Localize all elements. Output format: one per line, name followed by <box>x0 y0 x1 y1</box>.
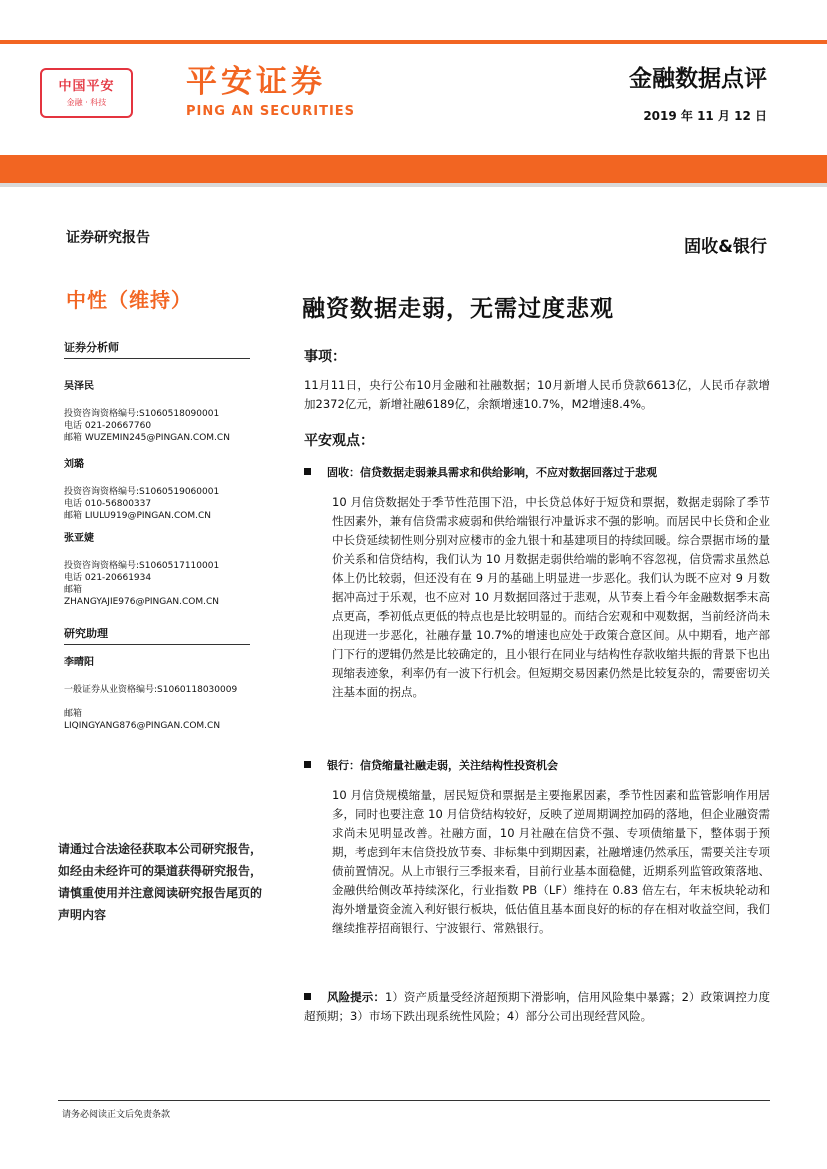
header-band <box>0 155 827 183</box>
footer-note: 请务必阅读正文后免责条款 <box>62 1110 171 1120</box>
report-type: 证券研究报告 <box>66 230 150 246</box>
top-accent-line <box>0 40 827 44</box>
event-heading: 事项： <box>304 349 346 365</box>
bullet-banks <box>304 757 784 775</box>
event-text: 11月11日，央行公布10月金融和社融数据；10月新增人民币贷款6613亿，人民币存款增加2372亿元，新增社融6189亿，余额增速10.7%，M2增速8.4%。 <box>304 378 770 411</box>
logo-subtext: 金融 · 科技 <box>66 98 107 107</box>
analyst-email[interactable]: 邮箱 WUZEMIN245@PINGAN.COM.CN <box>64 433 230 443</box>
analyst-email[interactable]: 邮箱 LIULU919@PINGAN.COM.CN <box>64 511 211 521</box>
bullet-fixed-income <box>304 464 784 482</box>
analyst-cert: 投资咨询资格编号:S1060519060001 <box>64 487 220 497</box>
paragraph-banks: 10 月信贷规模缩量，居民短贷和票据是主要拖累因素，季节性因素和监管影响作用居多，同时也要注意 10 月信贷结构较好，反映了逆周期调控加码的落地，但企业融资需求尚未见明显改善。社融方面，10 月社融在信贷不强、专项债缩量下，整体弱于预期，考虑到年末信贷投放节奏、非标集中到期因素，社融增速仍然承压，需要关注专项债前置情况。从上市银行三季报来看，目前行业基本面稳健，近期系列监管政策落地、金融供给侧改革持续深化，行业指数 PB（LF）维持在 0.83 倍左右，年末板块轮动和海外增量资金流入利好银行板块，低估值且基本面良好的标的存在相对收益空间，我们继续推荐招商银行、宁波银行、常熟银行。 <box>332 788 770 935</box>
header-shadow-line <box>0 183 827 187</box>
bullet-square-icon <box>304 761 311 768</box>
assistant-section <box>64 626 250 645</box>
ping-an-logo <box>40 68 133 118</box>
assistant-cert: 一般证券从业资格编号:S1060118030009 <box>64 685 238 695</box>
sector-label: 固收&银行 <box>684 237 767 257</box>
analyst-email[interactable]: ZHANGYAJIE976@PINGAN.COM.CN <box>64 597 220 607</box>
bullet-square-icon <box>304 993 311 1000</box>
views-heading: 平安观点： <box>304 433 374 449</box>
brand-name-cn: 平安证券 <box>186 64 326 100</box>
risk-warning <box>304 988 770 1026</box>
analyst-card <box>64 532 250 608</box>
paragraph-fixed-income: 10 月信贷数据处于季节性范围下沿，中长贷总体好于短贷和票据，数据走弱除了季节性因素外，兼有信贷需求疲弱和供给端银行冲量诉求不强的影响。而居民中长贷和企业中长贷延续韧性则分别对应楼市的金九银十和基建项目的持续回暖。综合票据市场的量价关系和信贷结构，我们认为 10 月数据走弱供给端的影响不容忽视，信贷需求虽然总体上仍比较弱，但还没有在 9 月的基础上明显进一步恶化。我们认为既不应对 9 月数据冲高过于乐观，也不应对 10 月数据回落过于悲观，从节奏上看今年金融数据季末高点更高，季初低点更低的特点也是比较明显的。而结合宏观和中观数据，当前经济尚未出现进一步恶化，社融存量 10.7%的增速也应处于政策合意区间。从中期看，地产部门下行的逻辑仍然是比较确定的，且小银行在同业与结构性存款收缩共振的背景下也出现缩表迹象，利率仍有一波下行机会。但短期交易因素仍然是比较复杂的，需要密切关注基本面的拐点。 <box>332 495 770 699</box>
assistant-email-label: 邮箱 <box>64 709 83 719</box>
document-type: 金融数据点评 <box>629 66 767 92</box>
assistant-card <box>64 656 250 732</box>
analyst-name: 张亚婕 <box>64 533 94 544</box>
analyst-name: 刘璐 <box>64 459 84 470</box>
analyst-email-label: 邮箱 <box>64 585 83 595</box>
report-title: 融资数据走弱，无需过度悲观 <box>302 296 614 322</box>
document-date: 2019 年 11 月 12 日 <box>643 109 767 123</box>
analyst-phone: 电话 021-20661934 <box>64 573 152 583</box>
bullet-square-icon <box>304 468 311 475</box>
bullet-text: 固收：信贷数据走弱兼具需求和供给影响，不应对数据回落过于悲观 <box>327 466 657 479</box>
analysts-heading: 证券分析师 <box>64 340 250 359</box>
analyst-phone: 电话 010-56800337 <box>64 499 152 509</box>
assistant-email[interactable]: LIQINGYANG876@PINGAN.COM.CN <box>64 721 221 731</box>
assistant-heading: 研究助理 <box>64 626 250 645</box>
analysts-section <box>64 340 250 359</box>
analyst-cert: 投资咨询资格编号:S1060517110001 <box>64 561 220 571</box>
footer-divider <box>58 1100 770 1101</box>
assistant-name: 李晴阳 <box>64 657 94 668</box>
brand-name-en: PING AN SECURITIES <box>186 104 356 119</box>
risk-label: 风险提示： <box>327 990 385 1004</box>
risk-text: 1）资产质量受经济超预期下滑影响，信用风险集中暴露；2）政策调控力度超预期；3）市场下跌出现系统性风险；4）部分公司出现经营风险。 <box>304 990 770 1023</box>
analyst-card <box>64 380 250 444</box>
logo-text: 中国平安 <box>58 79 115 94</box>
disclaimer-note: 请通过合法途径获取本公司研究报告，如经由未经许可的渠道获得研究报告，请慎重使用并注意阅读研究报告尾页的声明内容 <box>58 842 263 922</box>
analyst-cert: 投资咨询资格编号:S1060518090001 <box>64 409 220 419</box>
analyst-name: 吴泽民 <box>64 381 94 392</box>
analyst-card <box>64 458 250 522</box>
bullet-text: 银行：信贷缩量社融走弱，关注结构性投资机会 <box>327 759 558 772</box>
rating-label: 中性（维持） <box>66 288 192 312</box>
analyst-phone: 电话 021-20667760 <box>64 421 152 431</box>
